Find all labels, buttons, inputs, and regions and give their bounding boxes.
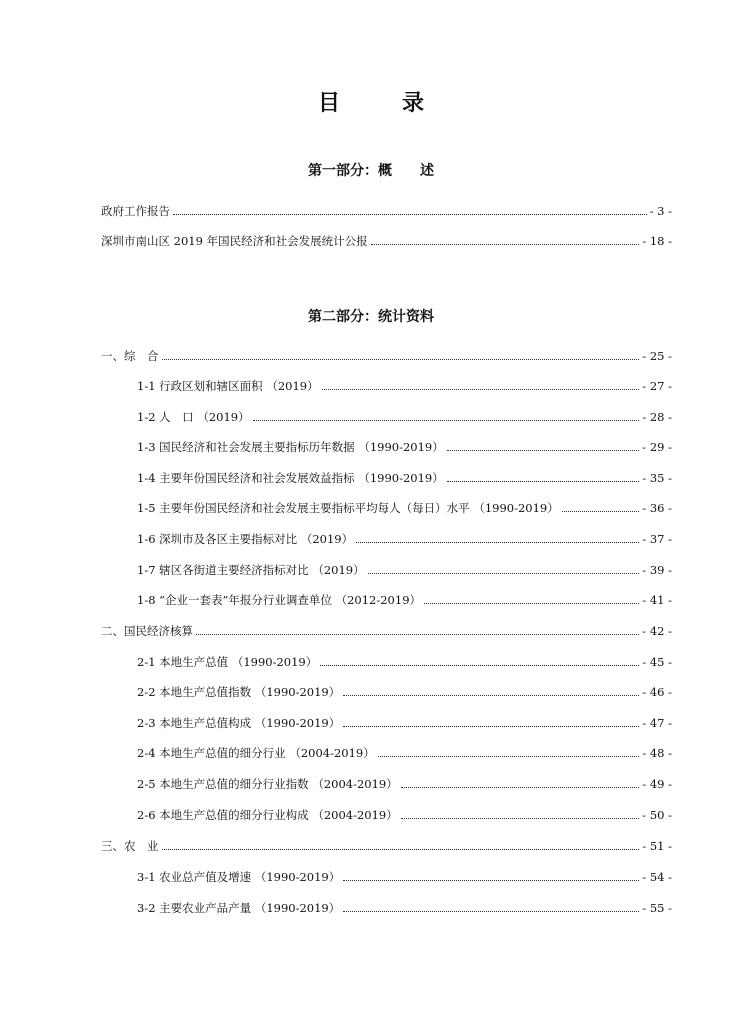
toc-entry-label: 2-6 本地生产总值的细分行业构成 （2004-2019） <box>137 808 398 822</box>
dot-leader <box>356 541 639 543</box>
dot-leader <box>378 755 640 757</box>
toc-entry-label: 1-4 主要年份国民经济和社会发展效益指标 （1990-2019） <box>137 471 444 485</box>
toc-page-number: - 36 - <box>642 501 672 515</box>
toc-entry-chapter-national-accounts[interactable] <box>101 618 672 638</box>
toc-entry-label: 深圳市南山区 2019 年国民经济和社会发展统计公报 <box>101 234 368 248</box>
dot-leader <box>162 848 640 850</box>
toc-page-number: - 54 - <box>642 870 672 884</box>
toc-entry-label: 3-2 主要农业产品产量 （1990-2019） <box>137 901 341 915</box>
toc-entry-3-1[interactable] <box>137 864 672 884</box>
toc-entry-1-6[interactable] <box>137 526 672 546</box>
dot-leader <box>401 786 640 788</box>
toc-page-number: - 35 - <box>642 471 672 485</box>
toc-page-number: - 39 - <box>642 563 672 577</box>
toc-page-number: - 37 - <box>642 532 672 546</box>
toc-page-number: - 51 - <box>642 839 672 853</box>
dot-leader <box>322 388 640 390</box>
toc-entry-1-2[interactable] <box>137 404 672 424</box>
toc-entry-1-5[interactable] <box>137 495 672 515</box>
dot-leader <box>447 480 640 482</box>
toc-entry-label: 1-2 人 口 （2019） <box>137 410 250 424</box>
dot-leader <box>562 510 640 512</box>
dot-leader <box>368 572 640 574</box>
toc-entry-label: 三、农 业 <box>101 839 159 853</box>
toc-entry-1-7[interactable] <box>137 557 672 577</box>
toc-entry-label: 政府工作报告 <box>101 204 170 218</box>
page-title: 目 录 <box>317 91 444 116</box>
toc-entry-2-4[interactable] <box>137 740 672 760</box>
part1-heading: 第一部分：概 述 <box>308 163 434 179</box>
toc-entry-label: 2-2 本地生产总值指数 （1990-2019） <box>137 685 341 699</box>
toc-entry-label: 1-6 深圳市及各区主要指标对比 （2019） <box>137 532 354 546</box>
toc-entry-label: 1-7 辖区各街道主要经济指标对比 （2019） <box>137 563 365 577</box>
toc-entry-label: 2-5 本地生产总值的细分行业指数 （2004-2019） <box>137 777 398 791</box>
toc-entry-1-4[interactable] <box>137 465 672 485</box>
toc-entry-label: 2-3 本地生产总值构成 （1990-2019） <box>137 716 341 730</box>
toc-entry-1-8[interactable] <box>137 587 672 607</box>
toc-page-number: - 41 - <box>642 593 672 607</box>
toc-page-number: - 47 - <box>642 716 672 730</box>
dot-leader <box>401 817 640 819</box>
dot-leader <box>371 243 640 245</box>
part2-heading: 第二部分：统计资料 <box>308 309 434 325</box>
dot-leader <box>424 602 639 604</box>
toc-entry-label: 2-1 本地生产总值 （1990-2019） <box>137 655 318 669</box>
toc-entry-statistical-bulletin[interactable] <box>101 228 672 248</box>
toc-page-number: - 3 - <box>649 204 672 218</box>
toc-entry-label: 1-8 “企业一套表”年报分行业调查单位 （2012-2019） <box>137 593 422 607</box>
toc-page-number: - 29 - <box>642 440 672 454</box>
toc-page-number: - 55 - <box>642 901 672 915</box>
dot-leader <box>343 725 639 727</box>
toc-entry-government-report[interactable] <box>101 198 672 218</box>
toc-entry-label: 3-1 农业总产值及增速 （1990-2019） <box>137 870 341 884</box>
toc-page-number: - 46 - <box>642 685 672 699</box>
toc-entry-2-5[interactable] <box>137 771 672 791</box>
toc-page-number: - 45 - <box>642 655 672 669</box>
toc-entry-label: 一、综 合 <box>101 349 159 363</box>
toc-entry-label: 1-5 主要年份国民经济和社会发展主要指标平均每人（每日）水平 （1990-2019） <box>137 501 559 515</box>
dot-leader <box>447 449 640 451</box>
toc-entry-label: 二、国民经济核算 <box>101 624 193 638</box>
toc-entry-1-3[interactable] <box>137 434 672 454</box>
toc-page-number: - 42 - <box>642 624 672 638</box>
dot-leader <box>196 633 639 635</box>
dot-leader <box>343 694 639 696</box>
dot-leader <box>173 213 647 215</box>
toc-entry-label: 1-3 国民经济和社会发展主要指标历年数据 （1990-2019） <box>137 440 444 454</box>
toc-entry-label: 1-1 行政区划和辖区面积 （2019） <box>137 379 319 393</box>
dot-leader <box>162 358 640 360</box>
toc-entry-label: 2-4 本地生产总值的细分行业 （2004-2019） <box>137 746 375 760</box>
toc-entry-3-2[interactable] <box>137 895 672 915</box>
toc-entry-2-1[interactable] <box>137 649 672 669</box>
toc-entry-2-3[interactable] <box>137 710 672 730</box>
toc-entry-1-1[interactable] <box>137 373 672 393</box>
toc-entry-chapter-general[interactable] <box>101 343 672 363</box>
toc-entry-2-2[interactable] <box>137 679 672 699</box>
toc-page-number: - 27 - <box>642 379 672 393</box>
toc-page-number: - 50 - <box>642 808 672 822</box>
dot-leader <box>253 419 640 421</box>
dot-leader <box>343 910 639 912</box>
dot-leader <box>343 879 639 881</box>
toc-page-number: - 48 - <box>642 746 672 760</box>
toc-page-number: - 18 - <box>642 234 672 248</box>
toc-entry-chapter-agriculture[interactable] <box>101 833 672 853</box>
toc-page-number: - 28 - <box>642 410 672 424</box>
toc-page-number: - 49 - <box>642 777 672 791</box>
toc-entry-2-6[interactable] <box>137 802 672 822</box>
toc-page-number: - 25 - <box>642 349 672 363</box>
dot-leader <box>320 664 639 666</box>
